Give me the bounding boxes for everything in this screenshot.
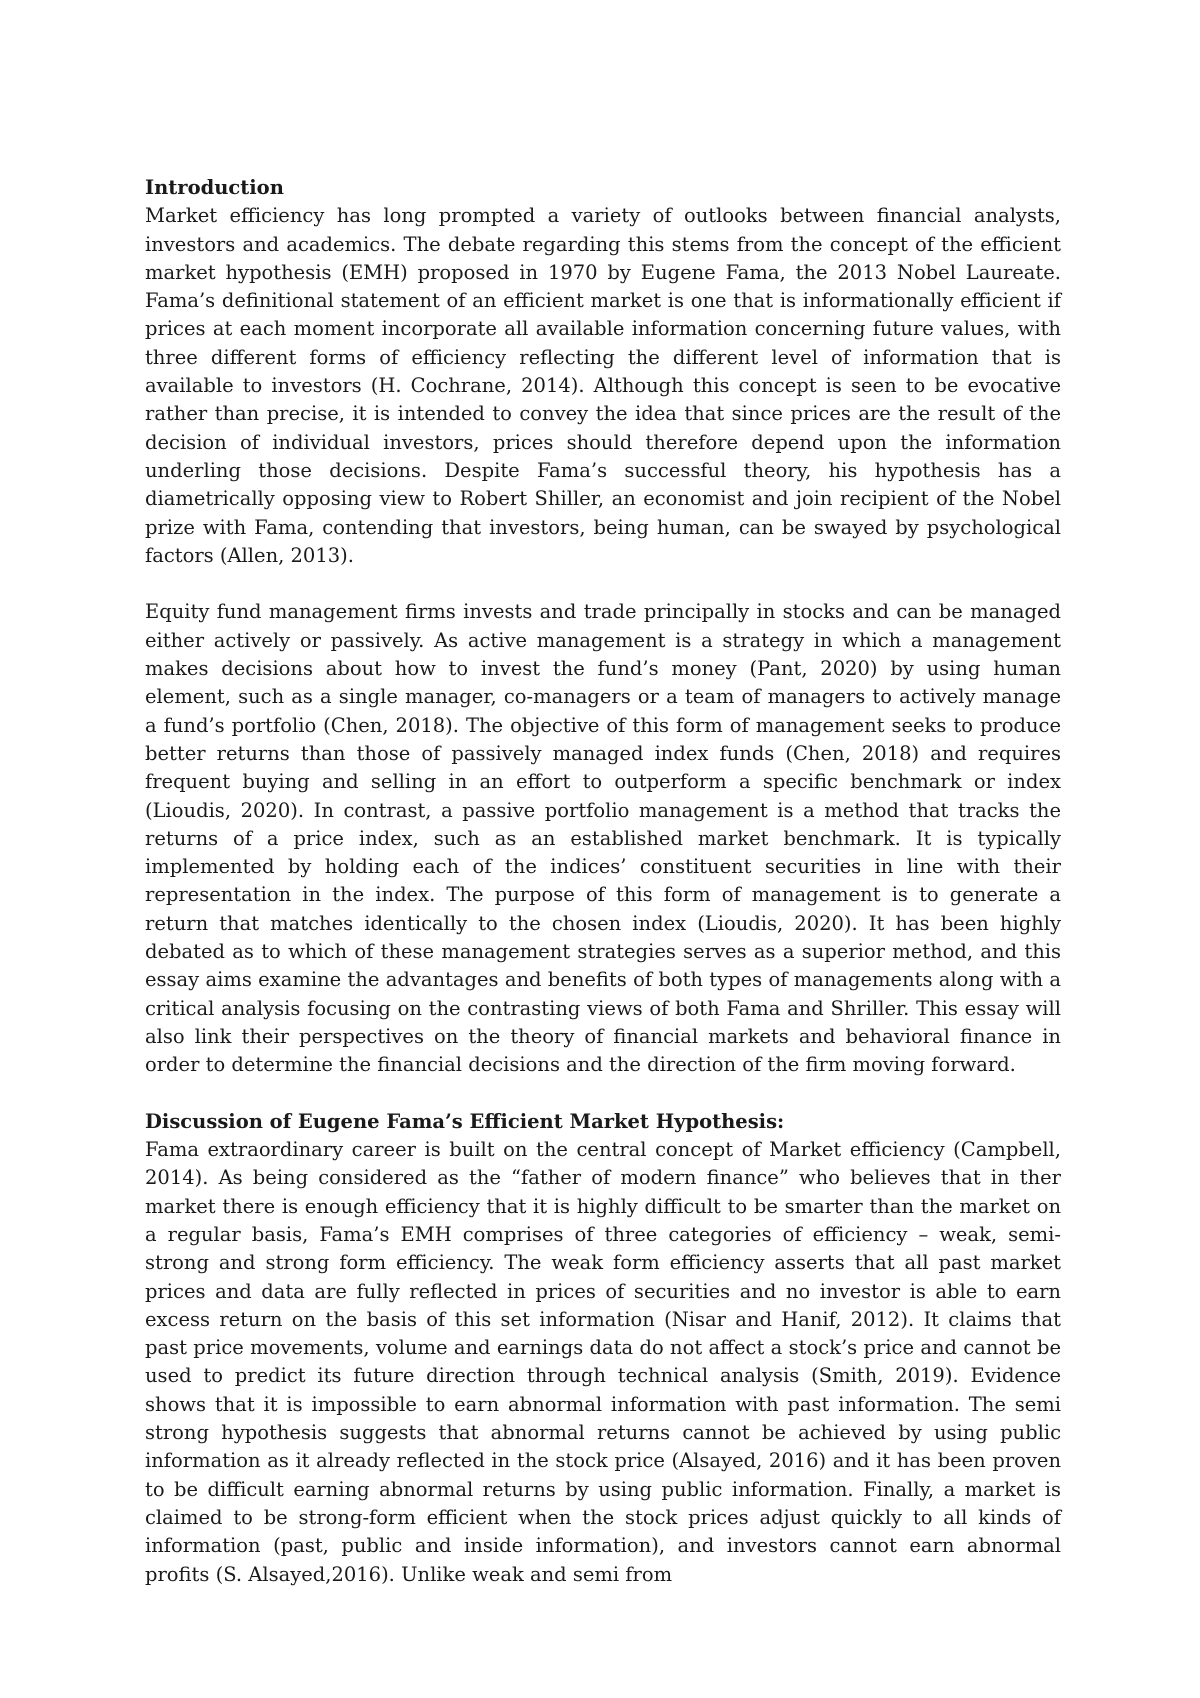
fama-paragraph-1: Fama extraordinary career is built on the central concept of Market efficiency (Campbell, 2014). As being considered as the “father of modern finance” who believes that in ther market there is enough efficiency that it is highly difficult to be smarter than the market on a regular basis, Fama’s EMH comprises of three categories of efficiency – weak, semi-strong and strong form efficiency. The weak form efficiency asserts that all past market prices and data are fully reflected in prices of securities and no investor is able to earn excess return on the basis of this set information (Nisar and Hanif, 2012). It claims that past price movements, volume and earnings data do not affect a stock’s price and cannot be used to predict its future direction through technical analysis (Smith, 2019). Evidence shows that it is impossible to earn abnormal information with past information. The semi strong hypothesis suggests that abnormal returns cannot be achieved by using public information as it already reflected in the stock price (Alsayed, 2016) and it has been proven to be difficult earning abnormal returns by using public information. Finally, a market is claimed to be strong-form efficient when the stock prices adjust quickly to all kinds of information (past, public and inside information), and investors cannot earn abnormal profits (S. Alsayed,2016). Unlike weak and semi from (145, 1138, 1061, 1586)
section-heading-fama-emh: Discussion of Eugene Fama’s Efficient Market Hypothesis: (145, 1109, 785, 1133)
document-body (145, 174, 1061, 1589)
intro-paragraph-1: Market efficiency has long prompted a variety of outlooks between financial analysts, investors and academics. The debate regarding this stems from the concept of the efficient market hypothesis (EMH) proposed in 1970 by Eugene Fama, the 2013 Nobel Laureate. Fama’s definitional statement of an efficient market is one that is informationally efficient if prices at each moment incorporate all available information concerning future values, with three different forms of efficiency reflecting the different level of information that is available to investors (H. Cochrane, 2014). Although this concept is seen to be evocative rather than precise, it is intended to convey the idea that since prices are the result of the decision of individual investors, prices should therefore depend upon the information underling those decisions. Despite Fama’s successful theory, his hypothesis has a diametrically opposing view to Robert Shiller, an economist and join recipient of the Nobel prize with Fama, contending that investors, being human, can be swayed by psychological factors (Allen, 2013). (145, 204, 1061, 567)
paragraph-spacer (145, 1080, 1061, 1108)
section-heading-introduction: Introduction (145, 176, 284, 199)
intro-paragraph-2: Equity fund management firms invests and trade principally in stocks and can be managed either actively or passively. As active management is a strategy in which a management makes decisions about how to invest the fund’s money (Pant, 2020) by using human element, such as a single manager, co-managers or a team of managers to actively manage a fund’s portfolio (Chen, 2018). The objective of this form of management seeks to produce better returns than those of passively managed index funds (Chen, 2018) and requires frequent buying and selling in an effort to outperform a specific benchmark or index (Lioudis, 2020). In contrast, a passive portfolio management is a method that tracks the returns of a price index, such as an established market benchmark. It is typically implemented by holding each of the indices’ constituent securities in line with their representation in the index. The purpose of this form of management is to generate a return that matches identically to the chosen index (Lioudis, 2020). It has been highly debated as to which of these management strategies serves as a superior method, and this essay aims examine the advantages and benefits of both types of managements along with a critical analysis focusing on the contrasting views of both Fama and Shriller. This essay will also link their perspectives on the theory of financial markets and behavioral finance in order to determine the financial decisions and the direction of the firm moving forward. (145, 600, 1061, 1077)
paragraph-spacer (145, 570, 1061, 598)
